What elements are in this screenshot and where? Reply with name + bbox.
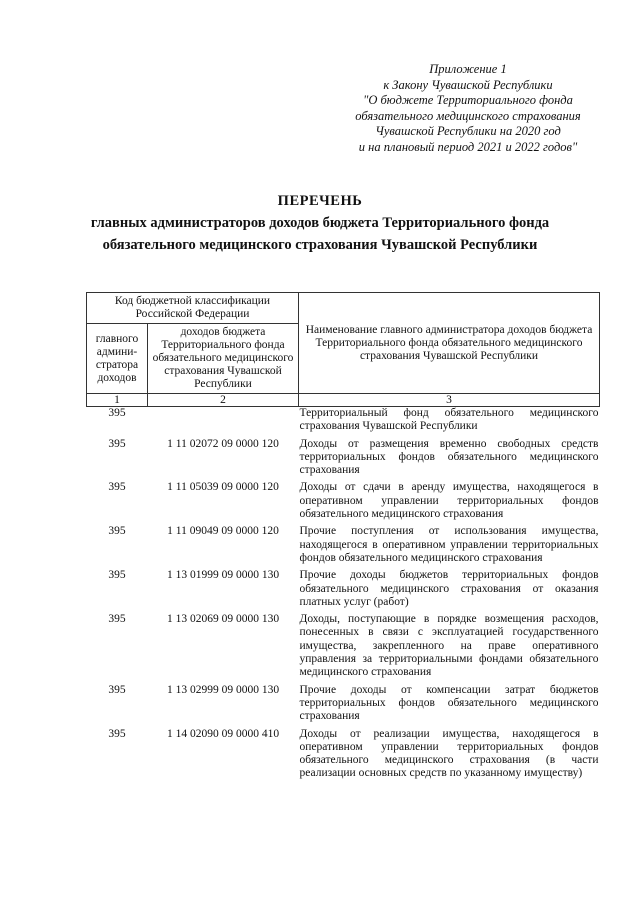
income-name: Доходы от сдачи в аренду имущества, находящегося в оперативном управлении территориальных фондов обязательного медицинского страхования xyxy=(299,481,599,521)
table-row xyxy=(87,684,600,728)
document-title xyxy=(0,190,640,256)
income-name: Доходы от размещения временно свободных средств территориальных фондов обязательного медицинского страхования xyxy=(299,437,599,477)
title-subheading-line: главных администраторов доходов бюджета Территориального фонда xyxy=(90,215,550,231)
header-fund-income: доходов бюджета Территориального фонда обязательного медицинского страхования Чувашской Республики xyxy=(148,324,299,394)
table-row xyxy=(87,438,600,482)
admin-code: 395 xyxy=(108,683,126,696)
income-code: 1 11 05039 09 0000 120 xyxy=(167,481,279,494)
column-number: 2 xyxy=(148,394,299,407)
income-name: Прочие поступления от использования имущества, находящегося в оперативном управлении территориальных фондов обязательного медицинского страхования xyxy=(299,525,599,564)
appendix-line: обязательного медицинского страхования xyxy=(355,108,581,123)
title-subheading-line: обязательного медицинского страхования Чувашской Республики xyxy=(102,237,538,253)
income-code: 1 11 09049 09 0000 120 xyxy=(167,525,279,538)
income-name: Прочие доходы бюджетов территориальных фондов обязательного медицинского страхования от оказания платных услуг (работ) xyxy=(299,569,599,608)
admin-code: 395 xyxy=(108,407,126,419)
table-row xyxy=(87,407,600,438)
appendix-line: и на плановый период 2021 и 2022 годов" xyxy=(358,139,578,154)
admin-code: 395 xyxy=(108,569,126,582)
income-name: Доходы от реализации имущества, находящегося в оперативном управлении территориальных фондов обязательного медицинского страхования (в части реализации основных средств по указанному имуществу) xyxy=(299,727,599,780)
income-code: 1 13 02999 09 0000 130 xyxy=(166,683,280,696)
column-number: 3 xyxy=(299,394,600,407)
administrators-table xyxy=(86,292,600,785)
income-name: Территориальный фонд обязательного медицинского страхования Чувашской Республики xyxy=(299,407,599,433)
admin-code: 395 xyxy=(108,727,126,740)
income-code xyxy=(148,407,299,438)
title-heading: ПЕРЕЧЕНЬ xyxy=(277,193,363,209)
header-chief-administrator: главного админи-стратора доходов xyxy=(87,324,148,394)
column-number: 1 xyxy=(87,394,148,407)
table-row xyxy=(87,728,600,785)
income-code: 1 13 02069 09 0000 130 xyxy=(166,613,280,626)
income-name: Прочие доходы от компенсации затрат бюджетов территориальных фондов обязательного медицинского страхования xyxy=(299,683,599,723)
header-name: Наименование главного администратора доходов бюджета Территориального фонда обязательного медицинского страхования Чувашской Республики xyxy=(299,293,600,394)
table-header xyxy=(87,293,600,407)
appendix-line: Чувашской Республики на 2020 год xyxy=(375,124,561,139)
admin-code: 395 xyxy=(108,525,126,538)
header-budget-classification: Код бюджетной классификации Российской Федерации xyxy=(87,293,299,324)
appendix-line: к Закону Чувашской Республики xyxy=(383,77,553,92)
table-row xyxy=(87,481,600,525)
table-row xyxy=(87,569,600,613)
income-name: Доходы, поступающие в порядке возмещения расходов, понесенных в связи с эксплуатацией государственного имущества, закрепленного на праве оперативного управления за территориальными фондами обязательного медицинского страхования xyxy=(299,613,599,679)
table-row xyxy=(87,525,600,569)
appendix-reference xyxy=(300,62,636,156)
admin-code: 395 xyxy=(108,613,126,626)
table-row xyxy=(87,613,600,683)
admin-code: 395 xyxy=(108,481,126,494)
admin-code: 395 xyxy=(108,437,126,450)
appendix-line: "О бюджете Территориального фонда xyxy=(363,93,573,108)
income-code: 1 13 01999 09 0000 130 xyxy=(166,569,280,582)
income-code: 1 11 02072 09 0000 120 xyxy=(167,437,279,450)
appendix-line: Приложение 1 xyxy=(429,62,507,76)
income-code: 1 14 02090 09 0000 410 xyxy=(166,727,280,740)
